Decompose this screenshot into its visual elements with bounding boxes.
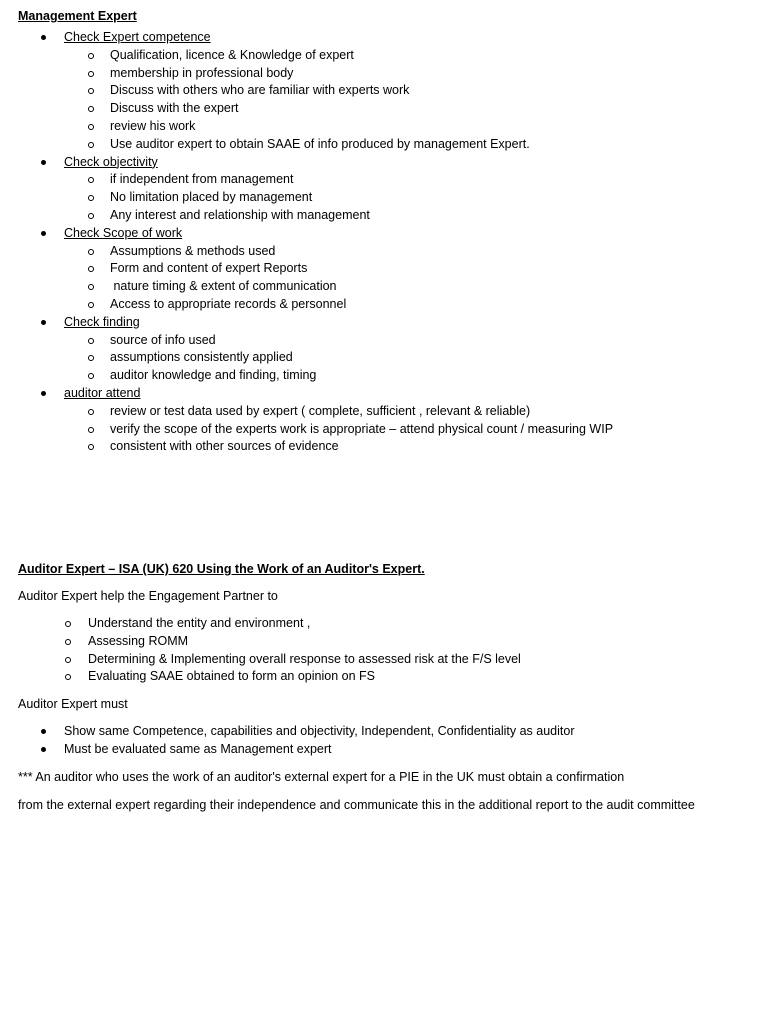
section-heading: Auditor Expert – ISA (UK) 620 Using the Work of an Auditor's Expert. [18,562,425,576]
circle-bullet-icon [88,213,94,219]
circle-bullet-icon [65,657,71,663]
circle-bullet-icon [65,674,71,680]
circle-bullet-icon [88,249,94,255]
sub-list-item: auditor knowledge and finding, timing [64,367,758,385]
sub-list-item: review his work [64,118,758,136]
sub-list-item: Assumptions & methods used [64,243,758,261]
list-item [18,225,758,314]
sub-list-item: review or test data used by expert ( complete, sufficient , relevant & reliable) [64,403,758,421]
circle-bullet-icon [88,124,94,130]
sub-list-item: Discuss with others who are familiar with experts work [64,82,758,100]
sub-list-item: membership in professional body [64,65,758,83]
list-item: Show same Competence, capabilities and objectivity, Independent, Confidentiality as auditor [18,723,758,741]
sub-list-item: verify the scope of the experts work is appropriate – attend physical count / measuring WIP [64,421,758,439]
list-item [18,154,758,225]
sub-list-item: Qualification, licence & Knowledge of expert [64,47,758,65]
circle-bullet-icon [88,373,94,379]
circle-bullet-icon [88,142,94,148]
sub-list-item: No limitation placed by management [64,189,758,207]
circle-bullet-icon [88,71,94,77]
circle-bullet-icon [88,284,94,290]
list-item [18,385,758,456]
sub-list-item: Discuss with the expert [64,100,758,118]
list-item: Must be evaluated same as Management expert [18,741,758,759]
management-expert-section [18,8,758,456]
must-list [18,723,758,759]
intro-paragraph: Auditor Expert help the Engagement Partner to [18,589,278,603]
circle-bullet-icon [88,427,94,433]
circle-bullet-icon [65,639,71,645]
note-paragraph-line-2: from the external expert regarding their independence and communicate this in the additional report to the audit committee [18,797,695,812]
list-item: Assessing ROMM [18,633,758,651]
sub-list-item: consistent with other sources of evidence [64,438,758,456]
sub-list-item: Form and content of expert Reports [64,260,758,278]
sub-list [64,243,758,314]
circle-bullet-icon [88,338,94,344]
circle-bullet-icon [88,266,94,272]
management-checks-list [18,29,758,456]
circle-bullet-icon [88,302,94,308]
list-item: Determining & Implementing overall response to assessed risk at the F/S level [18,651,758,669]
list-item: Evaluating SAAE obtained to form an opinion on FS [18,668,758,686]
circle-bullet-icon [88,177,94,183]
sub-list-item: Access to appropriate records & personnel [64,296,758,314]
bullet-icon [41,391,46,396]
auditor-expert-section [18,561,758,814]
list-item-title: Check finding [64,314,140,329]
circle-bullet-icon [88,106,94,112]
circle-bullet-icon [88,195,94,201]
sub-list-item: source of info used [64,332,758,350]
must-paragraph: Auditor Expert must [18,697,128,712]
bullet-icon [41,35,46,40]
circle-bullet-icon [88,88,94,94]
note-paragraph-line-1: *** An auditor who uses the work of an auditor's external expert for a PIE in the UK must obtain a confirmation [18,769,625,784]
bullet-icon [41,320,46,325]
sub-list-item: assumptions consistently applied [64,349,758,367]
list-item [18,314,758,385]
sub-list-item: Any interest and relationship with management [64,207,758,225]
bullet-icon [41,160,46,165]
sub-list-item: nature timing & extent of communication [64,278,758,296]
list-item [18,29,758,154]
circle-bullet-icon [88,444,94,450]
sub-list-item: Use auditor expert to obtain SAAE of info produced by management Expert. [64,136,758,154]
circle-bullet-icon [65,621,71,627]
help-list [18,615,758,686]
bullet-icon [41,747,46,752]
sub-list [64,47,758,154]
sub-list [64,403,758,456]
list-item-title: Check Scope of work [64,225,183,240]
bullet-icon [41,729,46,734]
section-heading: Management Expert [18,9,137,23]
circle-bullet-icon [88,355,94,361]
sub-list [64,332,758,385]
list-item-title: Check objectivity [64,154,158,169]
sub-list-item: if independent from management [64,171,758,189]
circle-bullet-icon [88,53,94,59]
bullet-icon [41,231,46,236]
list-item: Understand the entity and environment , [18,615,758,633]
list-item-title: auditor attend [64,385,141,400]
circle-bullet-icon [88,409,94,415]
list-item-title: Check Expert competence [64,30,211,44]
sub-list [64,171,758,224]
